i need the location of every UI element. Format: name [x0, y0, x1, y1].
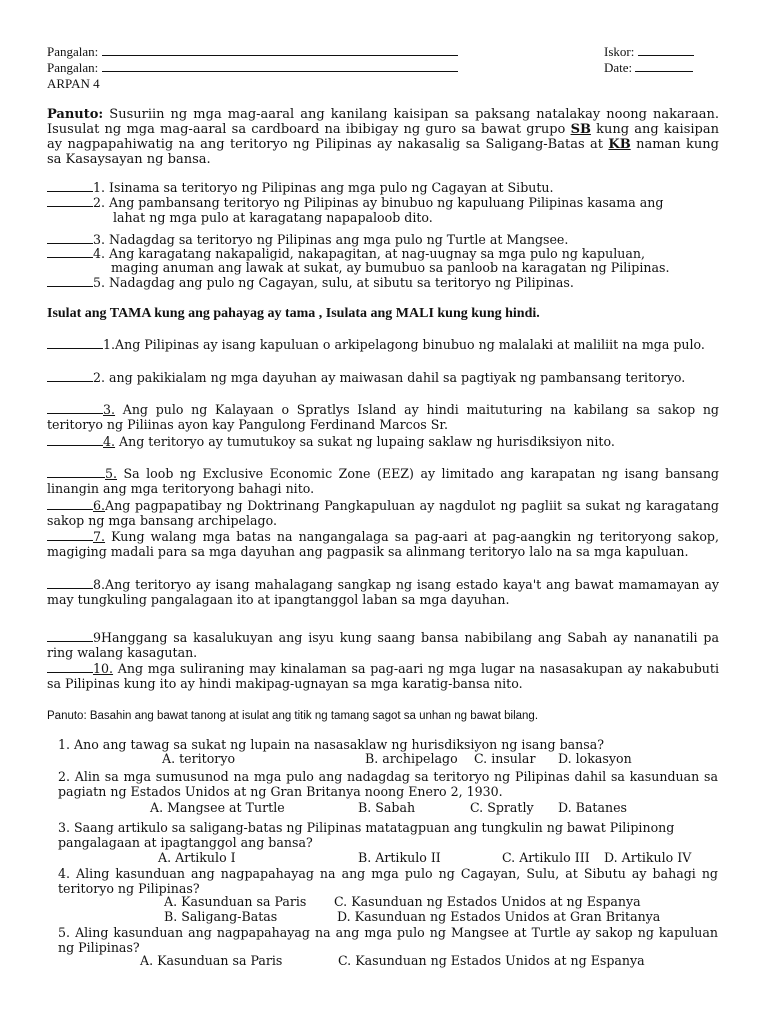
answer-blank[interactable] [47, 232, 93, 244]
answer-blank[interactable] [47, 402, 103, 414]
name-line-1 [47, 44, 458, 59]
mc-option[interactable]: A. Artikulo I [158, 850, 236, 865]
part1-text: 2. Ang pambansang teritoryo ng Pilipinas ay binubuo ng kapuluang Pilipinas kasama ang [93, 195, 664, 210]
part1-item-5 [47, 275, 719, 290]
item-text: Hanggang sa kasalukuyan ang isyu kung saang bansa nabibilang ang Sabah ay nananatili pa ring walang kasagutan. [47, 630, 719, 660]
tama-mali-item-9 [47, 630, 719, 660]
item-text: Ang pagpapatibay ng Doktrinang Pangkapuluan ay nagdulot ng pagliit sa sukat ng karagatang sakop ng mga bansang archipelago. [47, 498, 719, 528]
item-text: Ang pulo ng Kalayaan o Spratlys Island ay hindi maituturing na kabilang sa sakop ng teritoryo ng Piliinas ayon kay Pangulong Ferdinand Marcos Sr. [47, 402, 719, 432]
mc-question-3: 3. Saang artikulo sa saligang-batas ng Pilipinas matatagpuan ang tungkulin ng bawat Pilipinong pangalagaan at ipagtanggol ang bansa? [58, 820, 675, 850]
part1-item-2-cont: lahat ng mga pulo at karagatang napapaloob dito. [113, 210, 433, 225]
tama-mali-item-8 [47, 577, 719, 607]
item-number: 6. [93, 498, 106, 513]
instruction-3: Panuto: Basahin ang bawat tanong at isulat ang titik ng tamang sagot sa unhan ng bawat bilang. [47, 710, 539, 722]
item-text: Ang teritoryo ay tumutukoy sa sukat ng lupaing saklaw ng hurisdiksiyon nito. [115, 434, 615, 449]
answer-blank[interactable] [47, 246, 93, 258]
instruction-1-text-c: naman kung sa Kasaysayan ng bansa. [47, 137, 719, 167]
mc-question-5: 5. Aling kasunduan ang nagpapahayag na ang mga pulo ng Mangsee at Turtle ay sakop ng kapuluan ng Pilipinas? [58, 925, 718, 955]
answer-blank[interactable] [47, 337, 103, 349]
mc-option[interactable]: D. lokasyon [558, 751, 632, 766]
item-number: 9 [93, 630, 102, 645]
instruction-2: Isulat ang TAMA kung ang pahayag ay tama , Isulata ang MALI kung kung hindi. [47, 306, 540, 321]
item-text: ang pakikialam ng mga dayuhan ay maiwasan dahil sa pagtiyak ng pambansang teritoryo. [105, 370, 686, 385]
item-text: Sa loob ng Exclusive Economic Zone (EEZ) ay limitado ang karapatan ng isang bansang linangin ang mga teritoryong bahagi nito. [47, 466, 719, 496]
mc-question-1: 1. Ano ang tawag sa sukat ng lupain na nasasaklaw ng hurisdiksiyon ng isang bansa? [58, 737, 605, 752]
item-text: Ang teritoryo ay isang mahalagang sangkap ng isang estado kaya't ang bawat mamamayan ay may tungkuling pangalagaan ito at ipangtanggol laban sa mga dayuhan. [47, 577, 719, 607]
answer-blank[interactable] [47, 498, 93, 510]
name-blank-2[interactable] [102, 60, 458, 72]
part1-item-4-cont: maging anuman ang lawak at sukat, ay bumubuo sa panloob na karagatan ng Pilipinas. [111, 260, 670, 275]
name-blank-1[interactable] [102, 44, 458, 56]
tama-mali-item-3 [47, 402, 719, 432]
part1-item-2 [47, 195, 719, 210]
date-line [604, 60, 693, 75]
item-number: 10. [93, 661, 114, 676]
sb-code: SB [570, 122, 591, 137]
instruction-1-text-b: kung ang kaisipan ay nagpapahiwatig na ang teritoryo ng Pilipinas ay nakasalig sa Saligang-Batas at [47, 122, 719, 152]
instruction-1-bold: Panuto: [47, 107, 104, 122]
mc-option[interactable]: C. insular [474, 751, 536, 766]
part1-text: 4. Ang karagatang nakapaligid, nakapagitan, at nag-uugnay sa mga pulo ng kapuluan, [93, 246, 645, 261]
part1-item-4 [47, 246, 719, 261]
tama-mali-item-7 [47, 529, 719, 559]
item-text: Kung walang mga batas na nangangalaga sa pag-aari at pag-aangkin ng teritoryong sakop, magiging madali para sa mga dayuhan ang pagpasik sa alinmang teritoryo lalo na sa mga kapuluan. [47, 529, 719, 559]
mc-option[interactable]: C. Kasunduan ng Estados Unidos at ng Espanya [338, 953, 645, 968]
tama-mali-item-5 [47, 466, 719, 496]
part1-text: 5. Nadagdag ang pulo ng Cagayan, sulu, at sibutu sa teritoryo ng Pilipinas. [93, 275, 574, 290]
item-number: 7. [93, 529, 106, 544]
tama-mali-item-1 [47, 337, 719, 352]
answer-blank[interactable] [47, 466, 105, 478]
item-number: 3. [103, 402, 116, 417]
tama-mali-item-4 [47, 434, 719, 449]
tama-mali-item-2 [47, 370, 719, 385]
tama-mali-item-10 [47, 661, 719, 691]
mc-option[interactable]: A. Mangsee at Turtle [150, 800, 285, 815]
item-text: Ang mga suliraning may kinalaman sa pag-aari ng mga lugar na nasasakupan ay nakabubuti sa Pilipinas kung ito ay hindi makipag-ugnayan sa mga karatig-bansa nito. [47, 661, 719, 691]
tama-mali-item-6 [47, 498, 719, 528]
mc-option[interactable]: D. Artikulo IV [604, 850, 692, 865]
mc-option[interactable]: C. Artikulo III [502, 850, 590, 865]
mc-option[interactable]: C. Kasunduan ng Estados Unidos at ng Espanya [334, 894, 641, 909]
answer-blank[interactable] [47, 661, 93, 673]
answer-blank[interactable] [47, 195, 93, 207]
score-label: Iskor: [604, 44, 635, 59]
mc-option[interactable]: A. teritoryo [162, 751, 236, 766]
mc-option[interactable]: B. Saligang-Batas [164, 909, 278, 924]
item-number: 4. [103, 434, 116, 449]
part1-text: 1. Isinama sa teritoryo ng Pilipinas ang mga pulo ng Cagayan at Sibutu. [93, 180, 554, 195]
name-line-2 [47, 60, 458, 75]
mc-option[interactable]: B. archipelago [365, 751, 458, 766]
part1-text: 3. Nadagdag sa teritoryo ng Pilipinas ang mga pulo ng Turtle at Mangsee. [93, 232, 569, 247]
mc-option[interactable]: B. Sabah [358, 800, 416, 815]
name-label-1: Pangalan: [47, 44, 99, 59]
answer-blank[interactable] [47, 434, 103, 446]
mc-option[interactable]: C. Spratly [470, 800, 534, 815]
mc-option[interactable]: A. Kasunduan sa Paris [164, 894, 307, 909]
date-label: Date: [604, 60, 633, 75]
item-number: 8. [93, 577, 106, 592]
mc-option[interactable]: D. Batanes [558, 800, 628, 815]
mc-option[interactable]: A. Kasunduan sa Paris [140, 953, 283, 968]
instruction-1 [47, 107, 719, 167]
answer-blank[interactable] [47, 529, 93, 541]
item-number: 1. [103, 337, 116, 352]
part1-item-1 [47, 180, 719, 195]
instruction-1-text-a: Susuriin ng mga mag-aaral ang kanilang kaisipan sa paksang natalakay noong nakaraan. Isusulat ng mga mag-aaral sa cardboard na ibibigay ng guro sa bawat grupo [47, 107, 719, 137]
item-number: 2. [93, 370, 106, 385]
item-text: Ang Pilipinas ay isang kapuluan o arkipelagong binubuo ng malalaki at maliliit na mga pulo. [115, 337, 705, 352]
answer-blank[interactable] [47, 180, 93, 192]
score-line [604, 44, 694, 59]
mc-option[interactable]: D. Kasunduan ng Estados Unidos at Gran Britanya [337, 909, 661, 924]
answer-blank[interactable] [47, 370, 93, 382]
subject-label: ARPAN 4 [47, 76, 100, 91]
score-blank[interactable] [638, 44, 694, 56]
name-label-2: Pangalan: [47, 60, 99, 75]
kb-code: KB [608, 137, 631, 152]
mc-question-2: 2. Alin sa mga sumusunod na mga pulo ang nadagdag sa teritoryo ng Pilipinas dahil sa kasunduan sa pagiatn ng Estados Unidos at ng Gran Britanya noong Enero 2, 1930. [58, 769, 718, 799]
answer-blank[interactable] [47, 630, 93, 642]
date-blank[interactable] [635, 60, 693, 72]
answer-blank[interactable] [47, 275, 93, 287]
answer-blank[interactable] [47, 577, 93, 589]
part1-item-3 [47, 232, 719, 247]
mc-question-4: 4. Aling kasunduan ang nagpapahayag na ang mga pulo ng Cagayan, Sulu, at Sibutu ay bahagi ng teritoryo ng Pilipinas? [58, 866, 718, 896]
item-number: 5. [105, 466, 118, 481]
mc-option[interactable]: B. Artikulo II [358, 850, 441, 865]
